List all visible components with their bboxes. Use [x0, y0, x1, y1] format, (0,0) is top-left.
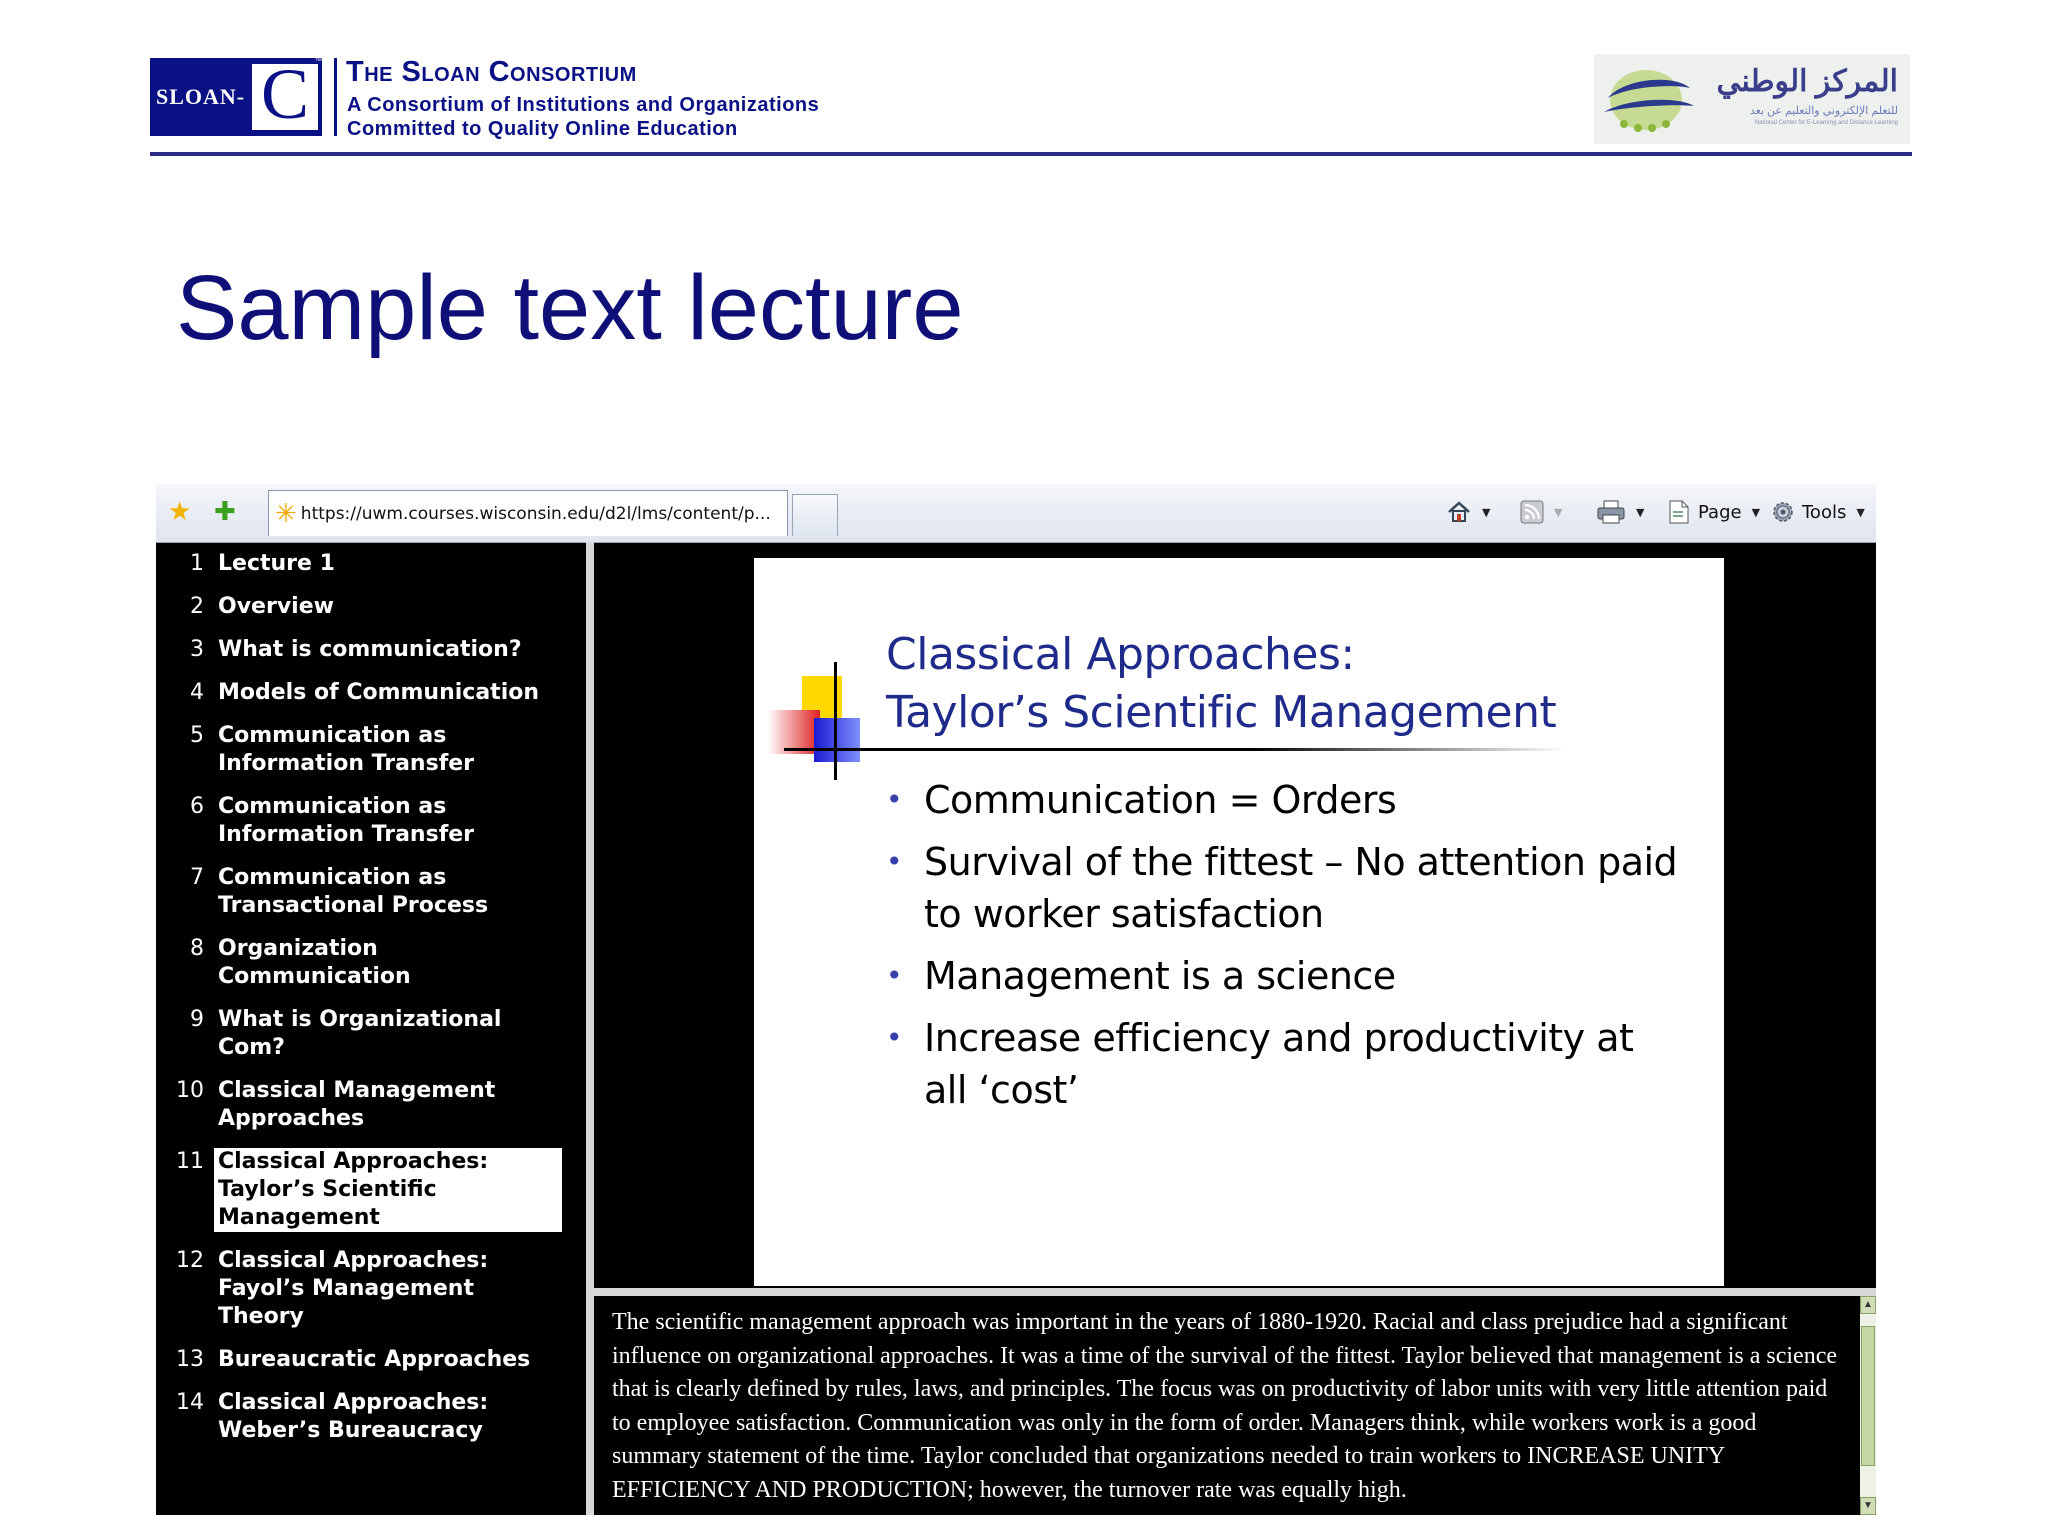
- toc-item[interactable]: [168, 1389, 578, 1445]
- frame-divider[interactable]: [586, 542, 594, 1515]
- scroll-down-icon[interactable]: ▼: [1860, 1497, 1876, 1515]
- sloan-logo-letter: C: [260, 54, 310, 134]
- toc-item-number: 7: [190, 865, 204, 890]
- tools-menu[interactable]: [1770, 494, 1865, 530]
- toc-item-label: Classical Management Approaches: [218, 1078, 496, 1131]
- favorites-star-icon[interactable]: ★: [168, 496, 192, 526]
- slide-preview: [754, 558, 1724, 1286]
- header-rule: [150, 152, 1912, 156]
- toc-item-label: Classical Approaches: Fayol’s Management Theory: [218, 1248, 489, 1329]
- toc-item-label: Classical Approaches: Weber’s Bureaucracy: [218, 1390, 489, 1443]
- toc-item-number: 12: [176, 1248, 204, 1273]
- page-dropdown-icon: ▼: [1751, 505, 1761, 519]
- slide-title: Sample text lecture: [176, 257, 964, 359]
- tools-dropdown-icon: ▼: [1856, 505, 1865, 519]
- preview-title-line-2: Taylor’s Scientific Management: [886, 687, 1557, 738]
- toc-item-number: 13: [176, 1347, 204, 1372]
- notes-scrollbar[interactable]: [1860, 1296, 1876, 1515]
- home-button[interactable]: [1446, 494, 1490, 530]
- toc-item[interactable]: [168, 1006, 578, 1062]
- toc-item-number: 9: [190, 1007, 204, 1032]
- home-icon: [1446, 499, 1472, 525]
- add-favorite-icon[interactable]: ✚: [214, 496, 236, 526]
- org-title: The Sloan Consortium: [346, 56, 637, 88]
- notes-divider[interactable]: [594, 1288, 1876, 1296]
- preview-bullet: • Communication = Orders: [886, 774, 1686, 826]
- print-button[interactable]: [1596, 494, 1644, 530]
- scroll-thumb[interactable]: [1861, 1326, 1875, 1466]
- new-tab-button[interactable]: [792, 494, 838, 536]
- toc-item-label: Communication as Information Transfer: [218, 794, 475, 847]
- print-icon: [1596, 499, 1626, 525]
- preview-bullet: • Management is a science: [886, 950, 1686, 1002]
- feeds-button[interactable]: [1520, 494, 1562, 530]
- scroll-up-icon[interactable]: ▲: [1860, 1296, 1876, 1314]
- toc-item-label: Communication as Transactional Process: [218, 865, 489, 918]
- preview-title: [886, 626, 1556, 742]
- toc-item[interactable]: [168, 679, 578, 707]
- toc-item[interactable]: [168, 1247, 578, 1331]
- slide-decoration-blue: [814, 718, 860, 762]
- partner-subtitle-english: National Center for E-Learning and Distance Learning: [1754, 120, 1898, 126]
- toc-item-label: Classical Approaches: Taylor’s Scientific Management: [214, 1148, 562, 1232]
- sloan-logo-tm: ™: [315, 58, 322, 65]
- toc-item-number: 4: [190, 680, 204, 705]
- toc-item[interactable]: [168, 935, 578, 991]
- toc-item-number: 14: [176, 1390, 204, 1415]
- partner-name-arabic: المركز الوطني: [1716, 65, 1898, 98]
- print-dropdown-icon[interactable]: ▼: [1636, 505, 1645, 519]
- toc-item-number: 2: [190, 594, 204, 619]
- tools-menu-label: Tools: [1802, 501, 1847, 523]
- preview-bullet: • Survival of the fittest – No attention paid to worker satisfaction: [886, 836, 1686, 940]
- toc-item-number: 5: [190, 723, 204, 748]
- home-dropdown-icon[interactable]: ▼: [1482, 505, 1491, 519]
- toc-item-number: 6: [190, 794, 204, 819]
- page-menu[interactable]: [1666, 494, 1760, 530]
- toc-item-label: Bureaucratic Approaches: [218, 1347, 531, 1372]
- toc-item[interactable]: [168, 636, 578, 664]
- slide-decoration-vline: [834, 662, 837, 780]
- toc-item-label: What is communication?: [218, 637, 522, 662]
- toc-item[interactable]: [168, 593, 578, 621]
- toc-item-number: 1: [190, 551, 204, 576]
- page-icon: [1666, 499, 1692, 525]
- national-center-globe-icon: [1594, 54, 1704, 144]
- toc-item[interactable]: [168, 1148, 578, 1232]
- toc-item-label: Models of Communication: [218, 680, 540, 705]
- toc-item-number: 11: [176, 1149, 204, 1174]
- toc-item-number: 3: [190, 637, 204, 662]
- slide-decoration-hline: [784, 748, 1564, 751]
- toc-item-label: What is Organizational Com?: [218, 1007, 502, 1060]
- toc-item[interactable]: [168, 1346, 578, 1374]
- table-of-contents: [168, 550, 578, 1460]
- lecture-notes-text: The scientific management approach was important in the years of 1880-1920. Racial and class prejudice had a significant influence on organizational approaches. It was a time of the survival of the fittest. Taylor believed that management is a science that is clearly defined by rules, laws, and principles. The focus was on productivity of labor units with very little attention paid to employee satisfaction. Communication was only in the form of order. Managers think, while workers work is a good summary statement of the time. Taylor concluded that organizations needed to train workers to INCREASE UNITY EFFICIENCY AND PRODUCTION; however, the turnover rate was equally high.: [612, 1309, 1837, 1503]
- toc-item[interactable]: [168, 864, 578, 920]
- toc-item-label: Organization Communication: [218, 936, 411, 989]
- preview-title-line-1: Classical Approaches:: [886, 629, 1355, 680]
- page-menu-label: Page: [1698, 501, 1742, 523]
- org-subtitle-1: A Consortium of Institutions and Organizations: [347, 94, 820, 116]
- org-subtitle-2: Committed to Quality Online Education: [347, 118, 738, 140]
- toc-item-number: 8: [190, 936, 204, 961]
- lecture-notes-pane[interactable]: [596, 1296, 1858, 1515]
- tools-gear-icon: [1770, 499, 1796, 525]
- browser-toolbar: [156, 484, 1876, 543]
- site-icon: ✳: [275, 498, 297, 528]
- partner-subtitle-arabic: للتعلم الإلكتروني والتعليم عن بعد: [1749, 105, 1898, 117]
- feeds-dropdown-icon[interactable]: ▼: [1554, 505, 1563, 519]
- preview-bullet: • Increase efficiency and productivity at all ‘cost’: [886, 1012, 1686, 1116]
- toc-item[interactable]: [168, 1077, 578, 1133]
- sloan-logo-word: SLOAN-: [156, 84, 246, 109]
- toc-item-label: Overview: [218, 594, 334, 619]
- feeds-icon: [1520, 500, 1544, 524]
- sloan-c-logo: [150, 54, 322, 136]
- toc-item[interactable]: [168, 793, 578, 849]
- address-url: https://uwm.courses.wisconsin.edu/d2l/lms/content/p...: [300, 503, 771, 524]
- preview-bullets: [886, 774, 1686, 1126]
- logo-divider: [334, 58, 337, 136]
- browser-window: [156, 484, 1876, 1515]
- address-tab[interactable]: [268, 490, 788, 536]
- toc-item-number: 10: [176, 1078, 204, 1103]
- sloan-logo-c-box: [252, 54, 318, 134]
- toc-item-label: Lecture 1: [218, 551, 335, 576]
- toc-item-label: Communication as Information Transfer: [218, 723, 475, 776]
- toc-item[interactable]: [168, 550, 578, 578]
- toc-item[interactable]: [168, 722, 578, 778]
